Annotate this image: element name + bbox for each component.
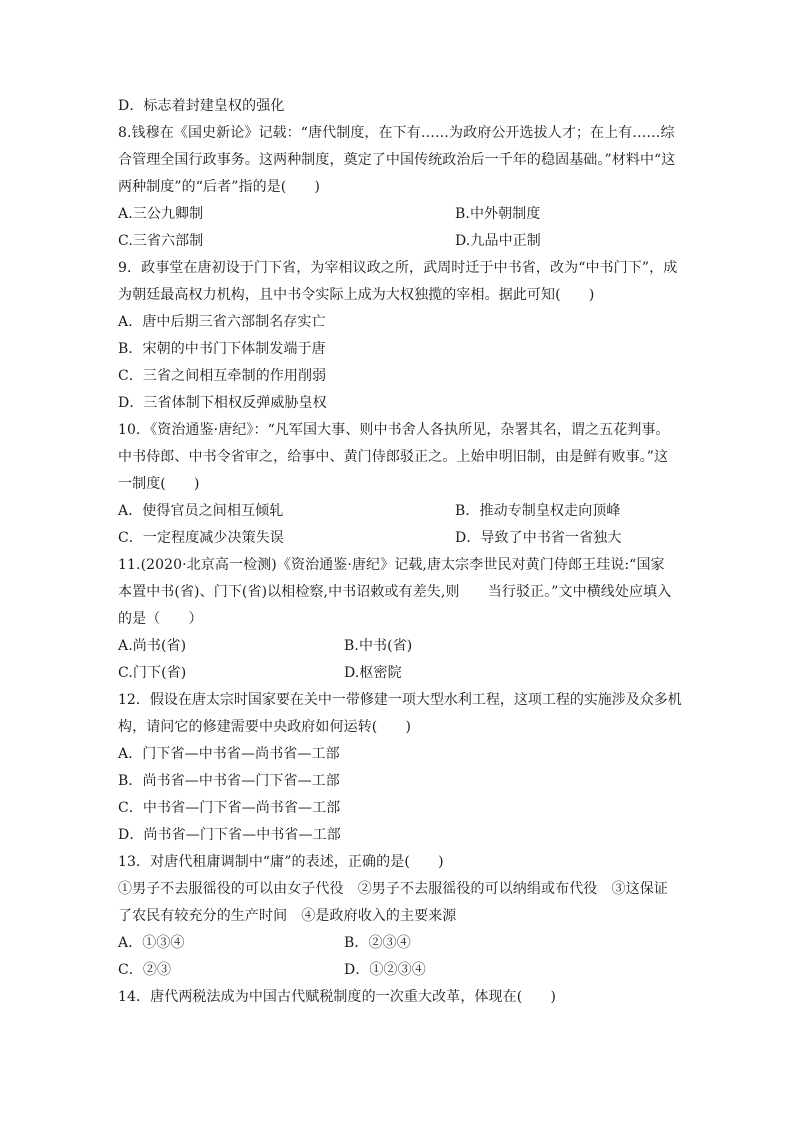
option-d: D．导致了中书省一省独大 bbox=[455, 530, 622, 546]
question-14-stem: 14．唐代两税法成为中国古代赋税制度的一次重大改革，体现在( ) bbox=[118, 989, 557, 1005]
question-10-options bbox=[118, 498, 683, 525]
option-b: B．②③④ bbox=[344, 935, 411, 951]
option-a: A．门下省—中书省—尚书省—工部 bbox=[118, 746, 340, 762]
question-12-stem: 12．假设在唐太宗时国家要在关中一带修建一项大型水利工程，这项工程的实施涉及众多机 bbox=[118, 692, 682, 708]
question-9-stem: 为朝廷最高权力机构，且中书令实际上成为大权独揽的宰相。据此可知( ) bbox=[118, 287, 595, 303]
question-10-stem: 中书侍郎、中书令省审之，给事中、黄门侍郎驳正之。上始申明旧制，由是鲜有败事。”这 bbox=[118, 449, 669, 465]
question-10-stem: 10．《资治通鉴·唐纪》：“凡军国大事、则中书舍人各执所见，杂署其名，谓之五花判事。 bbox=[118, 422, 670, 438]
question-11-stem: 11.(2020·北京高一检测)《资治通鉴·唐纪》记载,唐太宗李世民对黄门侍郎王珪说:“国家 bbox=[118, 557, 665, 573]
option-a: A．①③④ bbox=[118, 935, 185, 951]
option-a: A.尚书(省) bbox=[118, 638, 187, 654]
option-d: D．①②③④ bbox=[344, 962, 426, 978]
option-a: A．唐中后期三省六部制名存实亡 bbox=[118, 314, 326, 330]
question-list bbox=[118, 93, 683, 1011]
question-11-options bbox=[118, 633, 683, 660]
question-12-stem: 构，请问它的修建需要中央政府如何运转( ) bbox=[118, 719, 412, 735]
question-8-stem: 合管理全国行政事务。这两种制度，奠定了中国传统政治后一千年的稳固基础。”材料中“这 bbox=[118, 152, 676, 168]
option-b: B．推动专制皇权走向顶峰 bbox=[455, 503, 621, 519]
option-d: D．尚书省—门下省—中书省—工部 bbox=[118, 827, 341, 843]
option-d: D.九品中正制 bbox=[455, 233, 541, 249]
option-c: C．中书省—门下省—尚书省—工部 bbox=[118, 800, 341, 816]
option-d: D.枢密院 bbox=[344, 665, 402, 681]
option-c: C.三省六部制 bbox=[118, 233, 204, 249]
option-c: C．一定程度减少决策失误 bbox=[118, 530, 284, 546]
question-8-options bbox=[118, 201, 683, 228]
question-13-options bbox=[118, 957, 683, 984]
question-8-stem: 两种制度”的“后者”指的是( ) bbox=[118, 179, 321, 195]
question-13-stem: 13．对唐代租庸调制中“庸”的表述，正确的是( ) bbox=[118, 854, 444, 870]
option-d: D．三省体制下相权反弹威胁皇权 bbox=[118, 395, 327, 411]
option-b: B．尚书省—中书省—门下省—工部 bbox=[118, 773, 340, 789]
option-b: B.中外朝制度 bbox=[455, 206, 541, 222]
question-11-stem: 的是（ ） bbox=[118, 611, 203, 627]
question-11-stem: 本置中书(省)、门下(省)以相检察,中书诏敕或有差失,则 当行驳正。”文中横线处应填入 bbox=[118, 584, 672, 600]
question-8-options bbox=[118, 228, 683, 255]
question-9-stem: 9．政事堂在唐初设于门下省，为宰相议政之所，武周时迁于中书省，改为“中书门下”，成 bbox=[118, 260, 678, 276]
option-c: C.门下(省) bbox=[118, 665, 187, 681]
option-a: A.三公九卿制 bbox=[118, 206, 204, 222]
option-b: B．宋朝的中书门下体制发端于唐 bbox=[118, 341, 326, 357]
option-a: A．使得官员之间相互倾轧 bbox=[118, 503, 284, 519]
question-13-options bbox=[118, 930, 683, 957]
option-c: C．②③ bbox=[118, 962, 172, 978]
question-13-statements: 了农民有较充分的生产时间 ④是政府收入的主要来源 bbox=[118, 908, 457, 924]
question-8-stem: 8.钱穆在《国史新论》记载：“唐代制度，在下有……为政府公开选拔人才；在上有……综 bbox=[118, 125, 675, 141]
option-d-q7: D．标志着封建皇权的强化 bbox=[118, 98, 285, 114]
question-10-stem: 一制度( ) bbox=[118, 476, 200, 492]
question-11-options bbox=[118, 660, 683, 687]
question-10-options bbox=[118, 525, 683, 552]
option-c: C．三省之间相互牵制的作用削弱 bbox=[118, 368, 327, 384]
option-b: B.中书(省) bbox=[344, 638, 413, 654]
question-13-statements: ①男子不去服徭役的可以由女子代役 ②男子不去服徭役的可以纳绢或布代役 ③这保证 bbox=[118, 881, 668, 897]
